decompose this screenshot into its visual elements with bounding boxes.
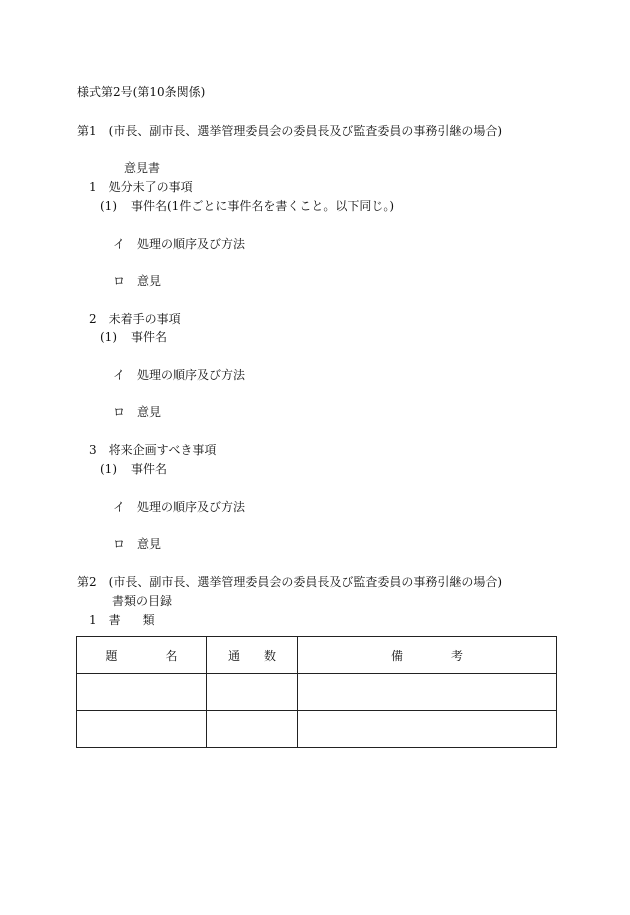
- section2-heading: 書類の目録: [112, 594, 173, 608]
- item3-sub-line: [100, 462, 167, 476]
- section2-sub-line: [89, 613, 155, 627]
- table-cell: [207, 674, 298, 711]
- header-title-b: 名: [165, 648, 178, 663]
- item2-label: 未着手の事項: [108, 312, 181, 326]
- item2-sub-line: [100, 330, 167, 344]
- table-header-row: [77, 637, 557, 674]
- item3-line: [89, 443, 216, 457]
- section1-title: (市長、副市長、選挙管理委員会の委員長及び監査委員の事務引継の場合): [108, 124, 503, 138]
- section1-number: 第1: [77, 124, 97, 138]
- item1-number: 1: [89, 180, 97, 194]
- item1-ro-line: [113, 274, 161, 288]
- header-count-b: 数: [264, 648, 277, 663]
- item3-i-label: 処理の順序及び方法: [137, 500, 246, 514]
- table-cell: [77, 674, 207, 711]
- item2-i-label: 処理の順序及び方法: [137, 368, 246, 382]
- section2-number: 第2: [77, 575, 97, 589]
- item3-i-line: [113, 500, 245, 514]
- section2-title-line: [77, 575, 502, 589]
- item1-sub-label: 事件名(1件ごとに事件名を書くこと。以下同じ。): [131, 199, 394, 213]
- item1-i-mark: イ: [113, 237, 126, 251]
- documents-table: [76, 636, 557, 748]
- item1-sub-number: (1): [100, 199, 117, 213]
- item1-i-label: 処理の順序及び方法: [137, 237, 246, 251]
- item2-i-mark: イ: [113, 368, 126, 382]
- header-remarks-b: 考: [451, 648, 464, 663]
- item3-label: 将来企画すべき事項: [108, 443, 217, 457]
- item1-label: 処分未了の事項: [108, 180, 193, 194]
- header-title: [77, 637, 207, 674]
- item2-sub-number: (1): [100, 330, 117, 344]
- item2-sub-label: 事件名: [131, 330, 168, 344]
- item1-ro-mark: ロ: [113, 274, 126, 288]
- section1-title-line: [77, 124, 502, 138]
- section2-title: (市長、副市長、選挙管理委員会の委員長及び監査委員の事務引継の場合): [108, 575, 503, 589]
- item3-i-mark: イ: [113, 500, 126, 514]
- header-count: [207, 637, 298, 674]
- table-cell: [207, 711, 298, 748]
- table-cell: [298, 674, 557, 711]
- item2-ro-mark: ロ: [113, 405, 126, 419]
- table-row: [77, 711, 557, 748]
- item2-i-line: [113, 368, 245, 382]
- section2-sub-label-a: 書: [108, 613, 121, 627]
- section2-sub-number: 1: [89, 613, 97, 627]
- section1-heading: 意見書: [124, 161, 161, 175]
- item3-ro-mark: ロ: [113, 537, 126, 551]
- header-remarks: [298, 637, 557, 674]
- item1-i-line: [113, 237, 245, 251]
- section2-sub-label-b: 類: [142, 613, 155, 627]
- item3-ro-label: 意見: [137, 537, 162, 551]
- header-title-a: 題: [105, 648, 118, 663]
- item2-number: 2: [89, 312, 97, 326]
- header-count-a: 通: [227, 648, 240, 663]
- item3-number: 3: [89, 443, 97, 457]
- item2-line: [89, 312, 181, 326]
- table-cell: [77, 711, 207, 748]
- item1-line: [89, 180, 193, 194]
- table-row: [77, 674, 557, 711]
- item2-ro-line: [113, 405, 161, 419]
- table-cell: [298, 711, 557, 748]
- item3-ro-line: [113, 537, 161, 551]
- item3-sub-number: (1): [100, 462, 117, 476]
- item2-ro-label: 意見: [137, 405, 162, 419]
- header-remarks-a: 備: [390, 648, 403, 663]
- item1-sub-line: [100, 199, 394, 213]
- form-header: 様式第2号(第10条関係): [77, 85, 206, 99]
- item1-ro-label: 意見: [137, 274, 162, 288]
- item3-sub-label: 事件名: [131, 462, 168, 476]
